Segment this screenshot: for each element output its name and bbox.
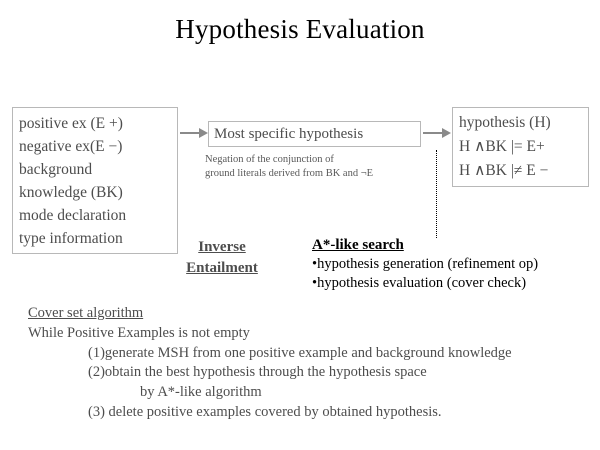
hypothesis-line-entails-positive: H ∧BK |= E+ [459, 138, 545, 155]
input-line-mode-declaration: mode declaration [19, 207, 127, 224]
input-line-background: background [19, 161, 93, 178]
cover-set-algorithm-title: Cover set algorithm [28, 305, 144, 321]
arrow-msh-to-hypothesis [423, 132, 443, 134]
hypothesis-line-not-entails-negative: H ∧BK |≠ E − [459, 162, 549, 179]
inverse-entailment-label: Inverse Entailment [186, 239, 258, 276]
cover-set-line-step2-cont: by A*-like algorithm [140, 384, 262, 400]
input-line-positive-ex: positive ex (E +) [19, 115, 123, 132]
cover-set-line-step1: (1)generate MSH from one positive example and background knowledge [88, 345, 512, 361]
input-line-knowledge: knowledge (BK) [19, 184, 123, 201]
hypothesis-line-h: hypothesis (H) [459, 114, 551, 131]
cover-set-line-step2: (2)obtain the best hypothesis through the hypothesis space [88, 364, 427, 380]
msh-label: Most specific hypothesis [214, 126, 364, 142]
dotted-feedback-line [436, 150, 437, 238]
hypothesis-box [452, 107, 589, 187]
arrow-inputs-to-msh-head [199, 128, 208, 138]
cover-set-line-step3: (3) delete positive examples covered by obtained hypothesis. [88, 404, 442, 420]
input-line-type-information: type information [19, 230, 123, 247]
cover-set-line-while: While Positive Examples is not empty [28, 325, 250, 341]
negation-caption-line1: Negation of the conjunction of [205, 154, 334, 165]
arrow-inputs-to-msh [180, 132, 200, 134]
astar-bullet-hypothesis-evaluation: •hypothesis evaluation (cover check) [312, 275, 527, 291]
astar-bullet-hypothesis-generation: •hypothesis generation (refinement op) [312, 256, 539, 272]
arrow-msh-to-hypothesis-head [442, 128, 451, 138]
astar-search-label: A*-like search [312, 237, 404, 253]
most-specific-hypothesis-box [208, 121, 421, 147]
negation-caption [205, 153, 435, 181]
inputs-box [12, 107, 178, 254]
negation-caption-line2: ground literals derived from BK and ¬E [205, 168, 374, 179]
input-line-negative-ex: negative ex(E −) [19, 138, 123, 155]
page-title: Hypothesis Evaluation [175, 14, 425, 44]
